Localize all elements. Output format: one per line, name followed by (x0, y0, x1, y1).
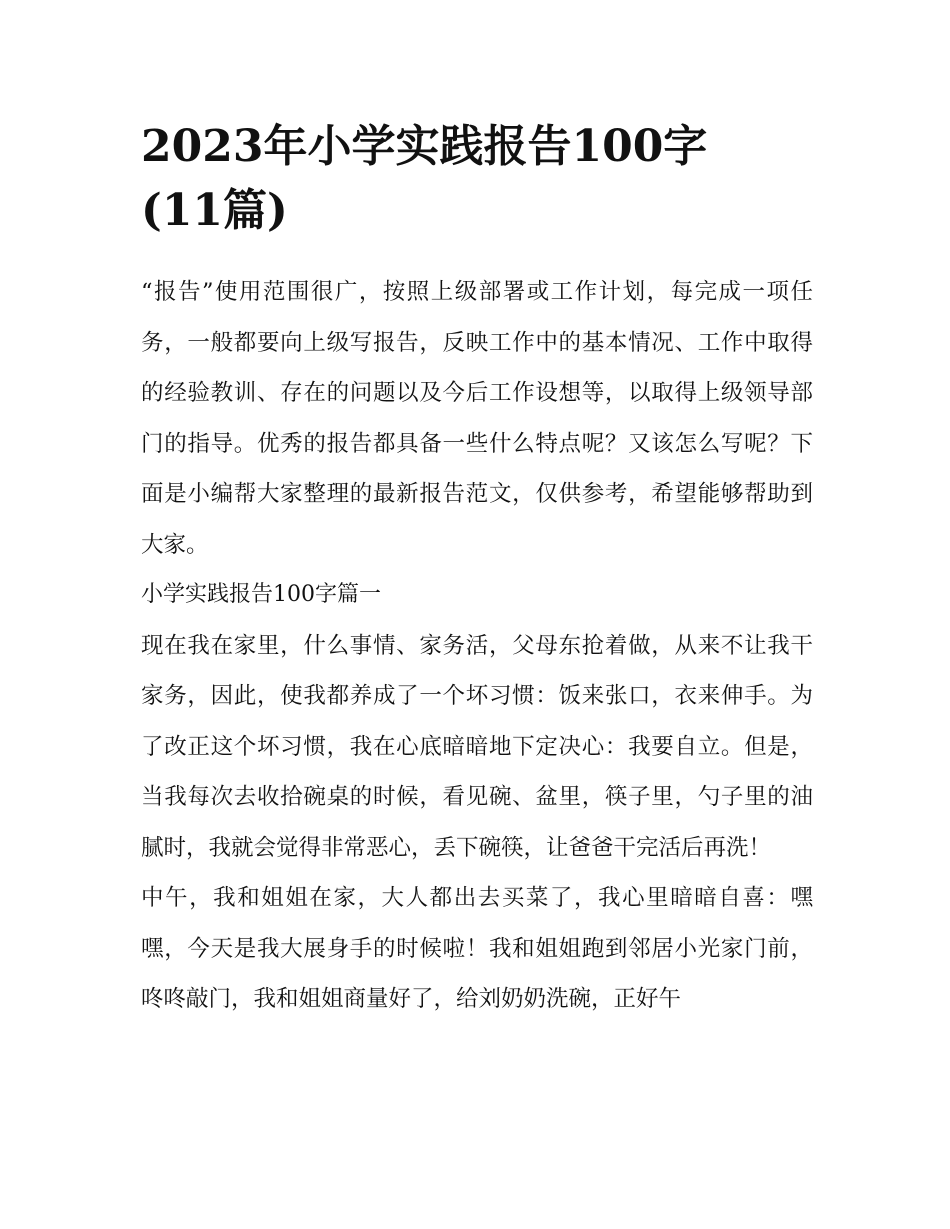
body-paragraph: 中午，我和姐姐在家，大人都出去买菜了，我心里暗暗自喜：嘿嘿，今天是我大展身手的时候啦！我和姐姐跑到邻居小光家门前，咚咚敲门，我和姐姐商量好了，给刘奶奶洗碗，正好午 (141, 885, 813, 1012)
intro-paragraph: “报告”使用范围很广，按照上级部署或工作计划，每完成一项任务，一般都要向上级写报告，反映工作中的基本情况、工作中取得的经验教训、存在的问题以及今后工作设想等，以取得上级领导部门的指导。优秀的报告都具备一些什么特点呢？又该怎么写呢？下面是小编帮大家整理的最新报告范文，仅供参考，希望能够帮助到大家。 (141, 279, 813, 558)
title-line-2: (11篇) (141, 185, 288, 236)
document-body (141, 267, 813, 1025)
section-heading: 小学实践报告100字篇一 (141, 582, 381, 607)
document-title (141, 115, 813, 243)
title-line-1: 2023年小学实践报告100字 (141, 121, 708, 172)
document-page (141, 115, 813, 1025)
body-paragraph: 现在我在家里，什么事情、家务活，父母东抢着做，从来不让我干家务，因此，使我都养成了一个坏习惯：饭来张口，衣来伸手。为了改正这个坏习惯，我在心底暗暗地下定决心：我要自立。但是，当我每次去收拾碗桌的时候，看见碗、盆里，筷子里，勺子里的油腻时，我就会觉得非常恶心，丢下碗筷，让爸爸干完活后再洗！ (141, 632, 813, 861)
